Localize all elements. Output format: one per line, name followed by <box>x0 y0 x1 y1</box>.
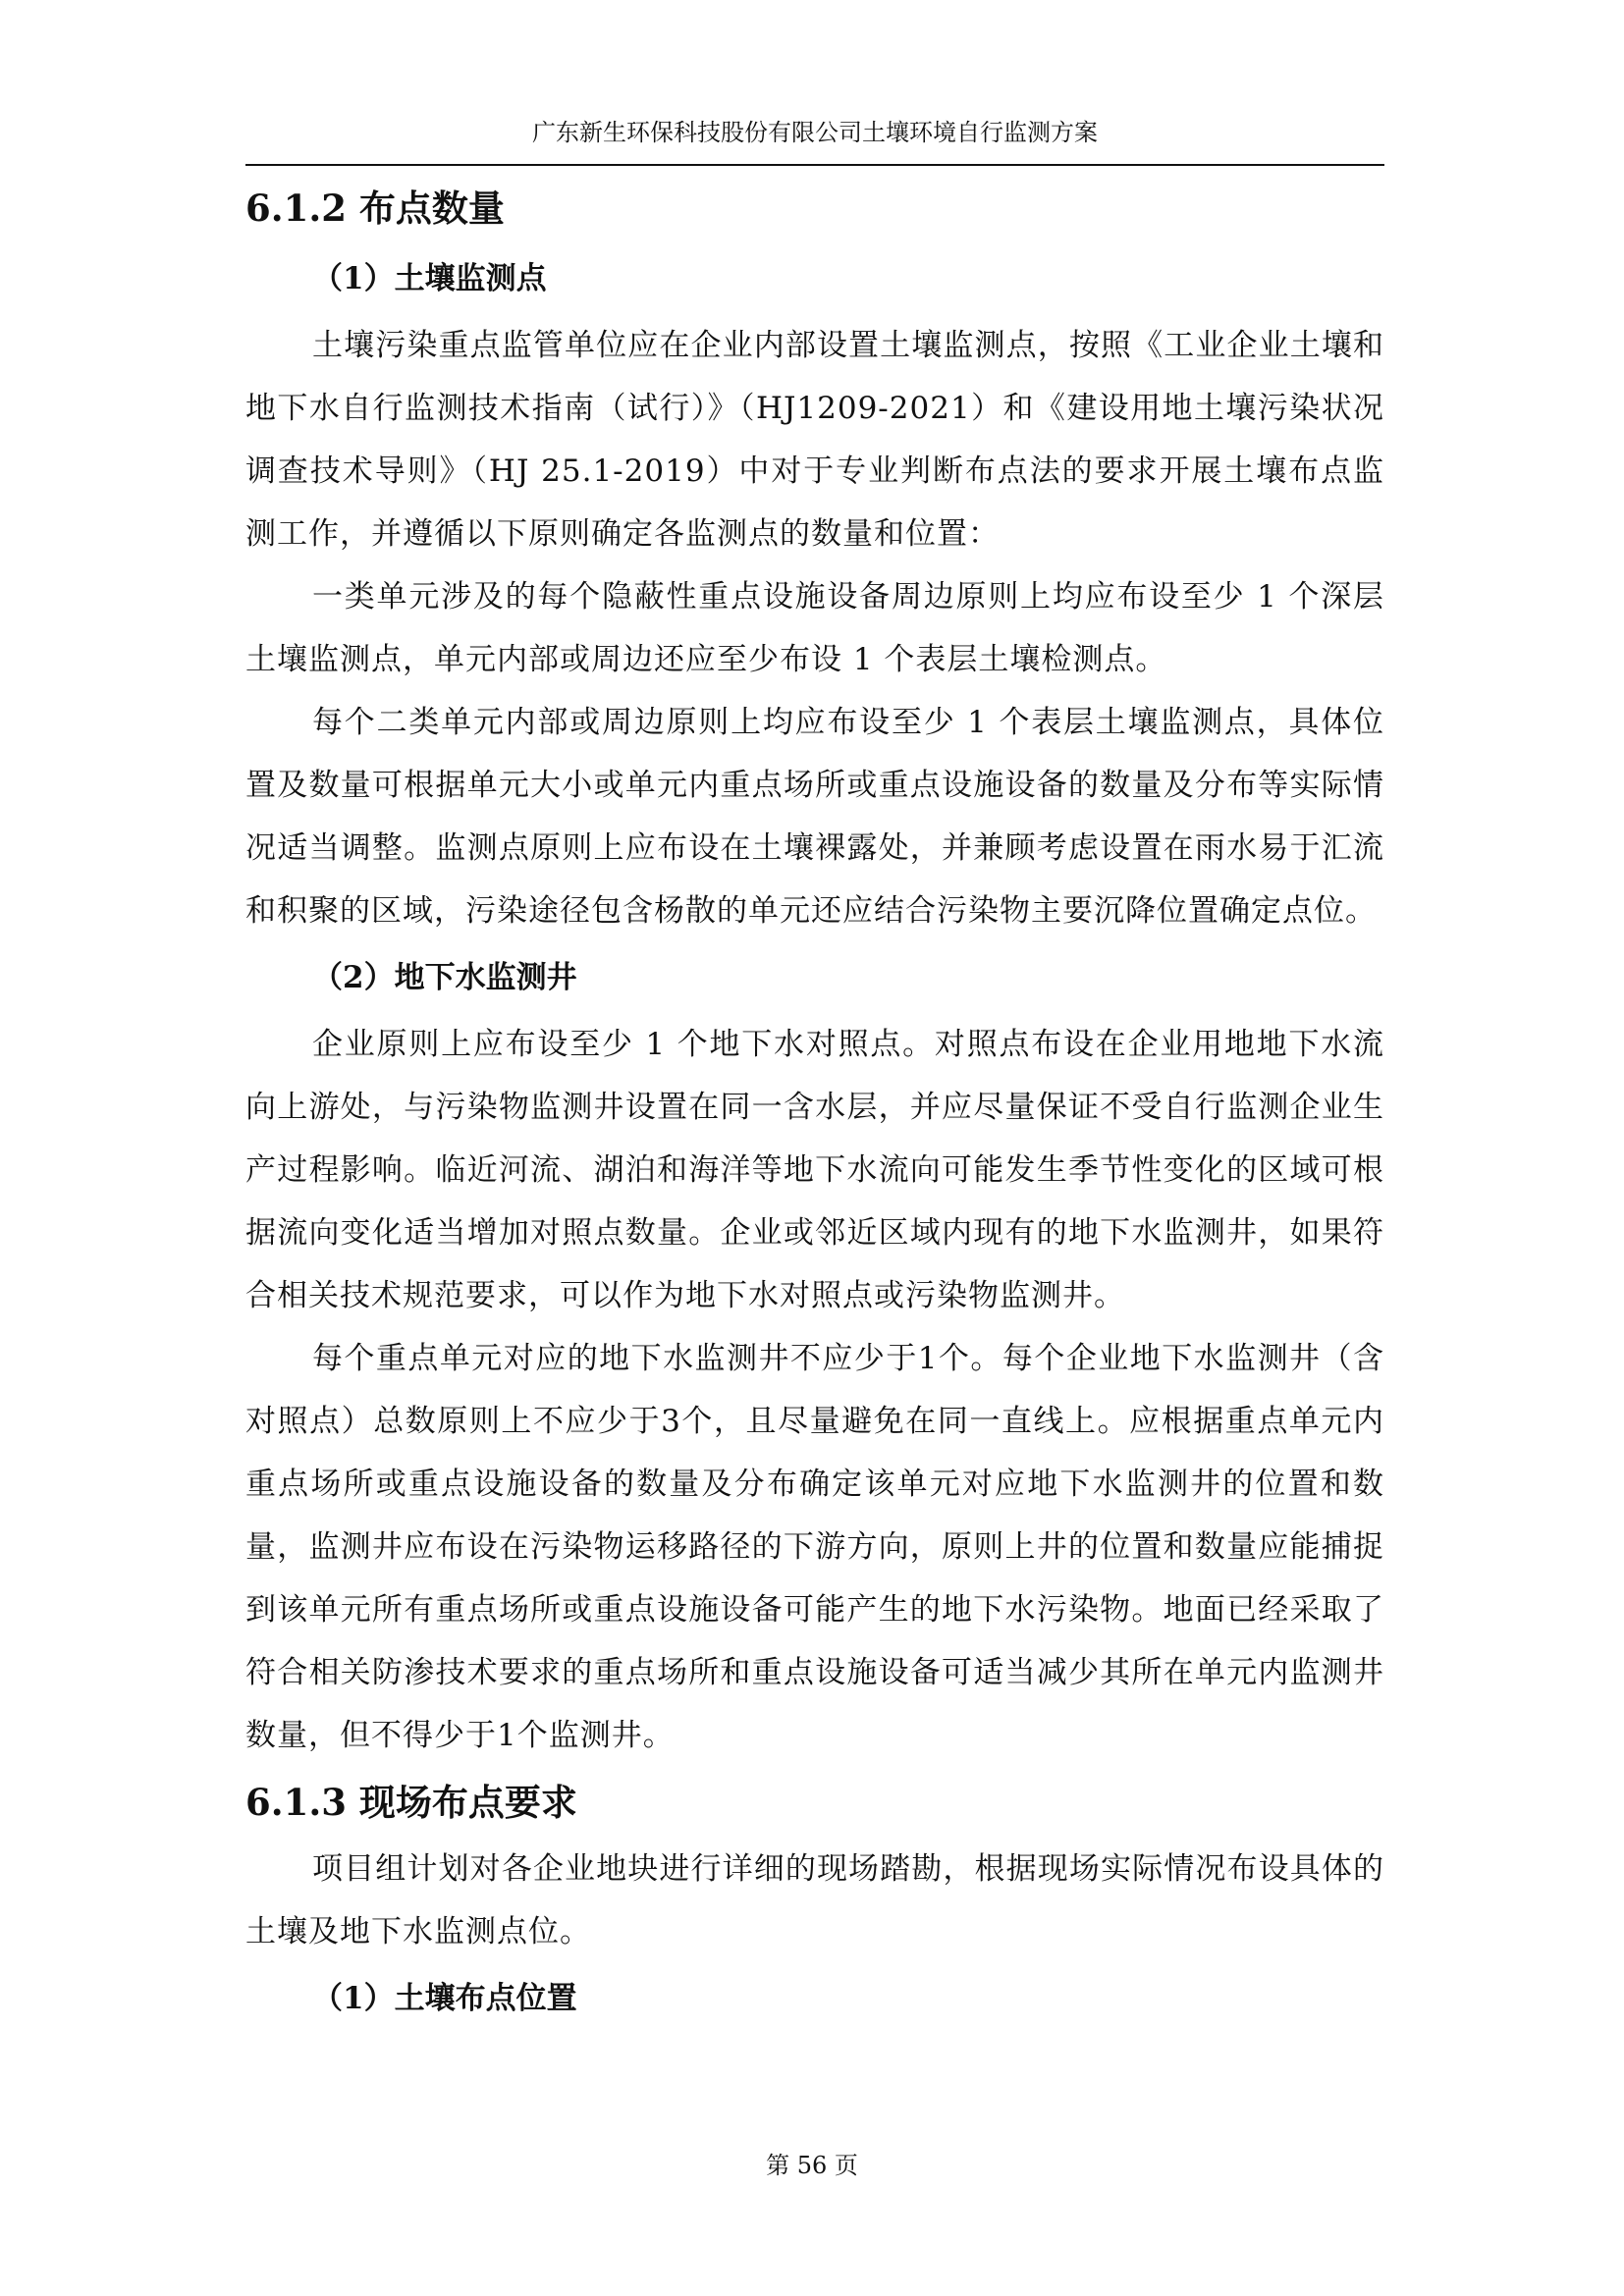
paragraph: 每个二类单元内部或周边原则上均应布设至少 1 个表层土壤监测点，具体位置及数量可根据单元大小或单元内重点场所或重点设施设备的数量及分布等实际情况适当调整。监测点原则上应布设在土壤裸露处，并兼顾考虑设置在雨水易于汇流和积聚的区域，污染途径包含杨散的单元还应结合污染物主要沉降位置确定点位。 <box>245 705 1384 929</box>
section-heading-6-1-3: 6.1.3 现场布点要求 <box>245 1781 577 1824</box>
section-heading-6-1-2: 6.1.2 布点数量 <box>245 187 505 230</box>
subheading-groundwater-monitoring-wells: （2）地下水监测井 <box>312 960 577 995</box>
paragraph: 每个重点单元对应的地下水监测井不应少于1个。每个企业地下水监测井（含对照点）总数原则上不应少于3个，且尽量避免在同一直线上。应根据重点单元内重点场所或重点设施设备的数量及分布确定该单元对应地下水监测井的位置和数量，监测井应布设在污染物运移路径的下游方向，原则上井的位置和数量应能捕捉到该单元所有重点场所或重点设施设备可能产生的地下水污染物。地面已经采取了符合相关防渗技术要求的重点场所和重点设施设备可适当减少其所在单元内监测井数量，但不得少于1个监测井。 <box>245 1341 1384 1753</box>
subheading-soil-point-location: （1）土壤布点位置 <box>312 1981 577 2016</box>
page-body <box>245 173 1384 2034</box>
paragraph: 土壤污染重点监管单位应在企业内部设置土壤监测点，按照《工业企业土壤和地下水自行监测技术指南（试行）》（HJ1209-2021）和《建设用地土壤污染状况调查技术导则》（HJ 25.1-2019）中对于专业判断布点法的要求开展土壤布点监测工作，并遵循以下原则确定各监测点的数量和位置： <box>245 328 1384 552</box>
page-number: 第 56 页 <box>766 2152 858 2179</box>
page-header: 广东新生环保科技股份有限公司土壤环境自行监测方案 <box>532 119 1098 146</box>
subheading-soil-monitoring-points: （1）土壤监测点 <box>312 261 547 296</box>
paragraph: 企业原则上应布设至少 1 个地下水对照点。对照点布设在企业用地地下水流向上游处，与污染物监测井设置在同一含水层，并应尽量保证不受自行监测企业生产过程影响。临近河流、湖泊和海洋等地下水流向可能发生季节性变化的区域可根据流向变化适当增加对照点数量。企业或邻近区域内现有的地下水监测井，如果符合相关技术规范要求，可以作为地下水对照点或污染物监测井。 <box>245 1027 1384 1313</box>
paragraph: 项目组计划对各企业地块进行详细的现场踏勘，根据现场实际情况布设具体的土壤及地下水监测点位。 <box>245 1851 1384 1949</box>
paragraph: 一类单元涉及的每个隐蔽性重点设施设备周边原则上均应布设至少 1 个深层土壤监测点，单元内部或周边还应至少布设 1 个表层土壤检测点。 <box>245 579 1384 677</box>
header-divider <box>245 164 1384 166</box>
